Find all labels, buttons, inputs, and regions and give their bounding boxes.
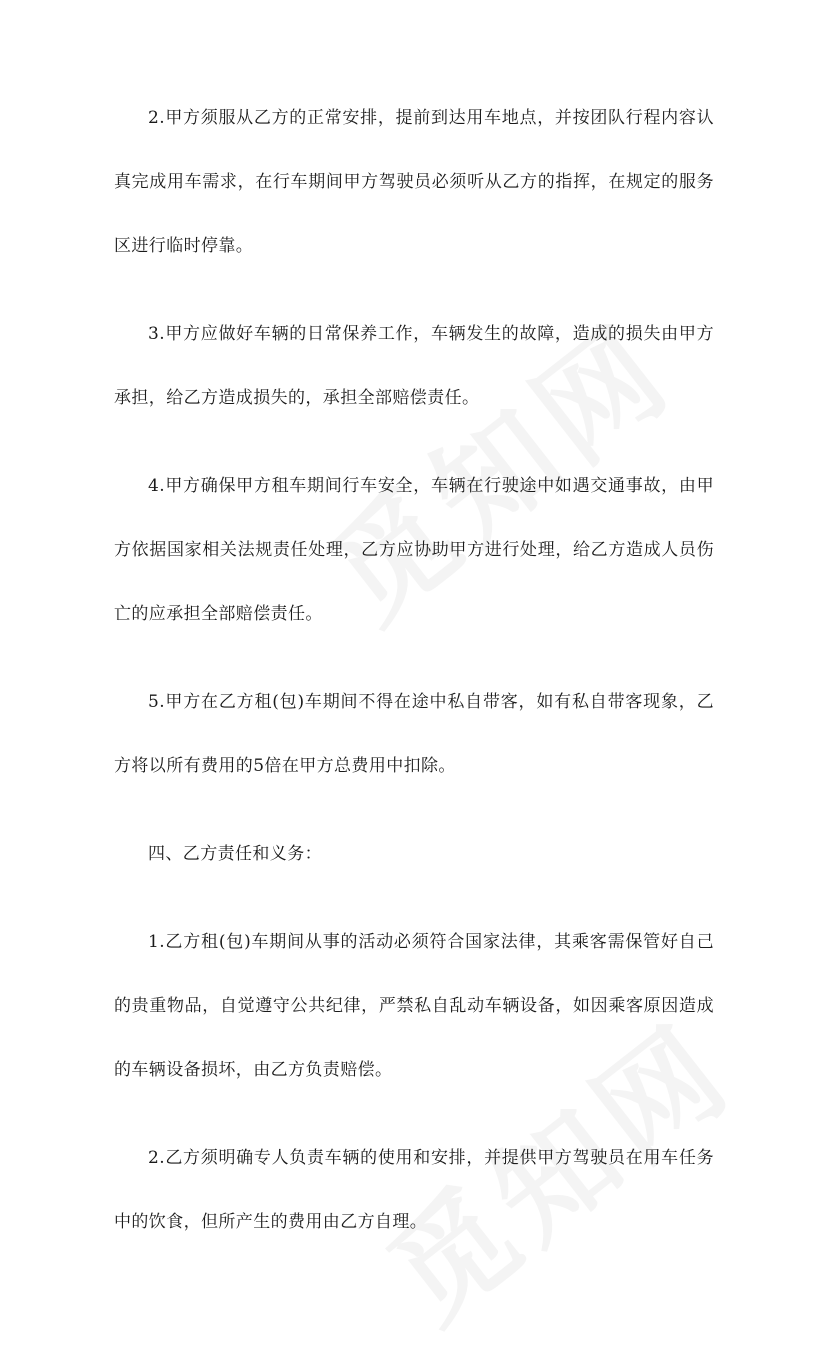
paragraph-clause-3-3: 3.甲方应做好车辆的日常保养工作，车辆发生的故障，造成的损失由甲方承担，给乙方造成损失的，承担全部赔偿责任。 bbox=[114, 324, 714, 408]
paragraph-clause-3-2: 2.甲方须服从乙方的正常安排，提前到达用车地点，并按团队行程内容认真完成用车需求，在行车期间甲方驾驶员必须听从乙方的指挥，在规定的服务区进行临时停靠。 bbox=[114, 108, 714, 256]
paragraph-clause-4-2: 2.乙方须明确专人负责车辆的使用和安排，并提供甲方驾驶员在用车任务中的饮食，但所产生的费用由乙方自理。 bbox=[114, 1148, 714, 1232]
document-body bbox=[114, 86, 714, 1278]
paragraph-clause-3-4: 4.甲方确保甲方租车期间行车安全，车辆在行驶途中如遇交通事故，由甲方依据国家相关法规责任处理，乙方应协助甲方进行处理，给乙方造成人员伤亡的应承担全部赔偿责任。 bbox=[114, 476, 714, 624]
section-heading-party-b-duties: 四、乙方责任和义务： bbox=[148, 844, 322, 864]
paragraph-clause-3-5: 5.甲方在乙方租(包)车期间不得在途中私自带客，如有私自带客现象，乙方将以所有费用的5倍在甲方总费用中扣除。 bbox=[114, 692, 714, 776]
paragraph-clause-4-1: 1.乙方租(包)车期间从事的活动必须符合国家法律，其乘客需保管好自己的贵重物品，自觉遵守公共纪律，严禁私自乱动车辆设备，如因乘客原因造成的车辆设备损坏，由乙方负责赔偿。 bbox=[114, 932, 714, 1080]
